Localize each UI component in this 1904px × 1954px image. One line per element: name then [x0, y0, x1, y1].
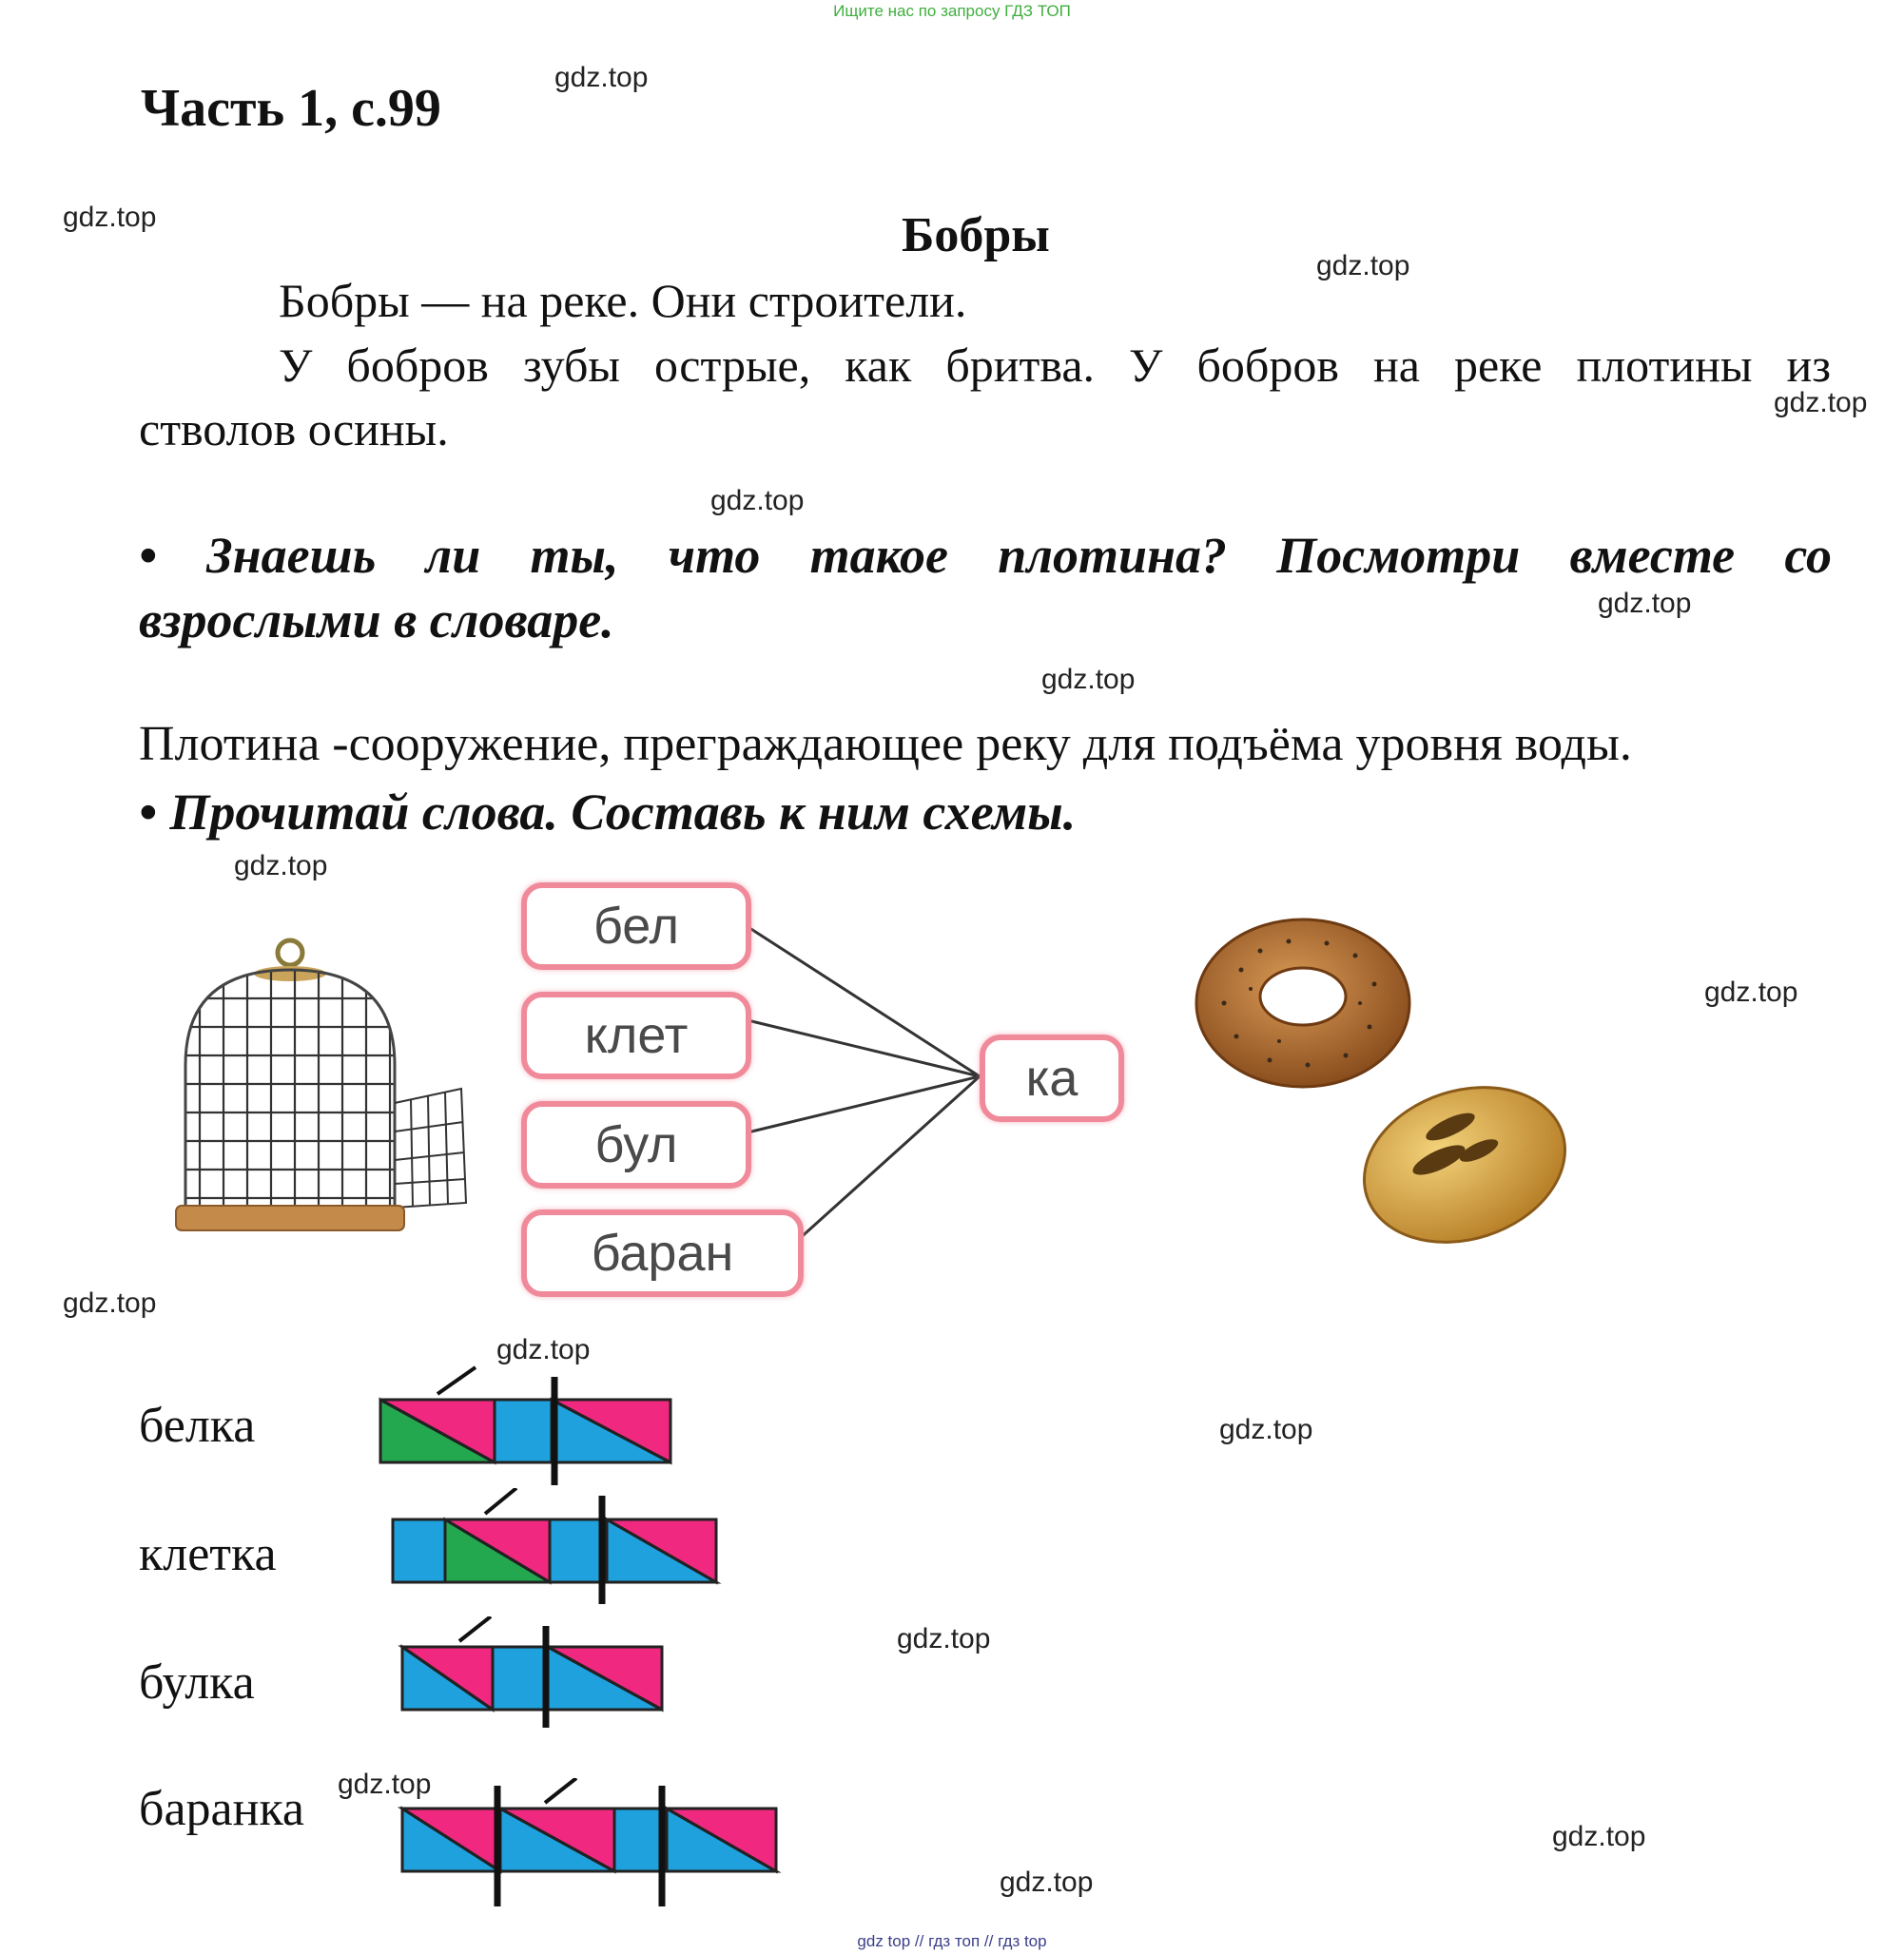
- word-label: белка: [139, 1399, 256, 1453]
- sound-scheme-belka: [376, 1360, 690, 1493]
- word-label: булка: [139, 1655, 255, 1710]
- bagel-and-bun-illustration: [1165, 875, 1603, 1293]
- paragraph-2-line-2: стволов осины.: [139, 402, 449, 455]
- watermark: gdz.top: [554, 62, 649, 93]
- task-text: • Прочитай слова. Составь к ним схемы.: [139, 784, 1077, 841]
- watermark: gdz.top: [63, 1287, 157, 1319]
- watermark: gdz.top: [1000, 1867, 1094, 1898]
- watermark: gdz.top: [1041, 664, 1136, 695]
- paragraph-2-line-1: У бобров зубы острые, как бритва. У бобров на реке плотины из: [279, 339, 1831, 392]
- watermark: gdz.top: [1316, 250, 1410, 281]
- watermark: gdz.top: [1598, 588, 1692, 619]
- syllable-box: клет: [521, 992, 751, 1079]
- text-title: Бобры: [902, 208, 1050, 262]
- syllable-box: баран: [521, 1209, 804, 1297]
- watermark: gdz.top: [897, 1623, 991, 1654]
- sound-scheme-kletka: [388, 1488, 730, 1621]
- bird-cage-illustration: [152, 932, 476, 1246]
- answer-text: Плотина -сооружение, преграждающее реку для подъёма уровня воды.: [139, 717, 1632, 771]
- paragraph-1: Бобры — на реке. Они строители.: [279, 274, 967, 327]
- watermark: gdz.top: [1704, 977, 1798, 1008]
- watermark: gdz.top: [1219, 1414, 1313, 1445]
- watermark: gdz.top: [338, 1769, 432, 1800]
- question-line-1: • Знаешь ли ты, что такое плотина? Посмотри вместе со: [139, 527, 1832, 584]
- question-line-2: взрослыми в словаре.: [139, 591, 614, 648]
- watermark: gdz.top: [234, 850, 328, 881]
- sound-scheme-bulka: [398, 1616, 683, 1750]
- syllable-box: бул: [521, 1101, 751, 1189]
- watermark: gdz.top: [1774, 387, 1868, 418]
- top-search-note: Ищите нас по запросу ГДЗ ТОП: [833, 2, 1071, 20]
- sound-scheme-baranka: [398, 1778, 787, 1911]
- page-heading: Часть 1, с.99: [141, 79, 441, 138]
- word-label: баранка: [139, 1782, 305, 1836]
- watermark: gdz.top: [63, 202, 157, 233]
- watermark: gdz.top: [1552, 1821, 1646, 1852]
- syllable-box: бел: [521, 882, 751, 970]
- word-label: клетка: [139, 1527, 277, 1581]
- suffix-box: ка: [980, 1035, 1124, 1122]
- watermark: gdz.top: [710, 485, 805, 516]
- bottom-note: gdz top // гдз топ // гдз top: [857, 1932, 1047, 1950]
- watermark: gdz.top: [496, 1334, 591, 1365]
